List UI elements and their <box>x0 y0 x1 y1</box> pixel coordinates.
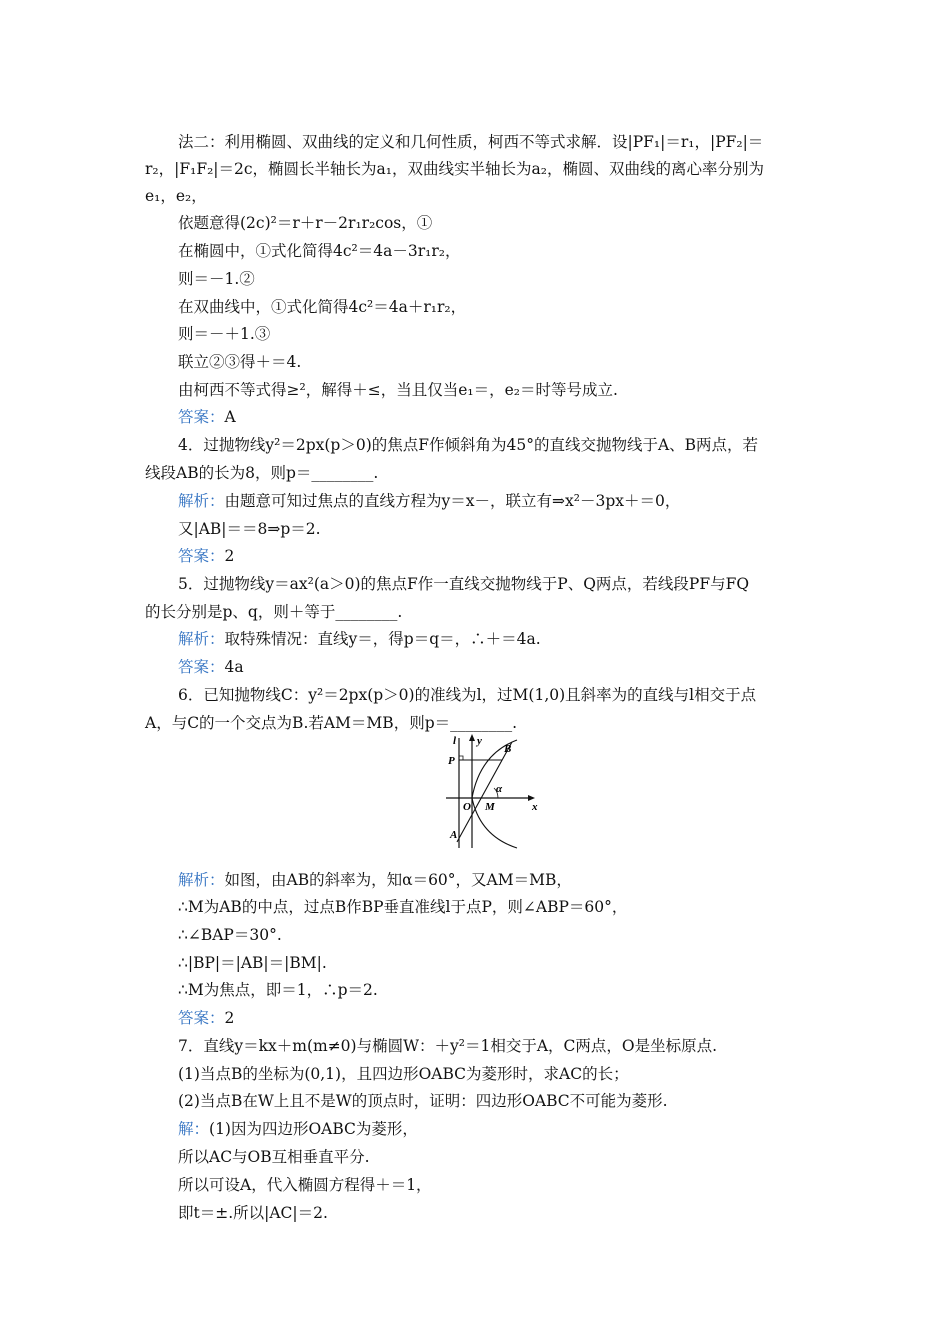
text-line <box>178 1090 668 1112</box>
line-text: A <box>224 408 236 426</box>
text-line <box>145 158 764 180</box>
answer-label: 解析： <box>178 871 225 889</box>
label-p: P <box>448 755 455 767</box>
label-y: y <box>477 735 482 747</box>
text-line <box>145 712 517 734</box>
text-line <box>178 869 572 891</box>
line-text: 取特殊情况：直线y＝，得p＝q＝，∴＋＝4a. <box>224 630 541 648</box>
text-line <box>178 131 763 153</box>
right-angle-mark <box>459 756 463 760</box>
text-line <box>178 1202 328 1224</box>
text-line <box>178 1063 629 1085</box>
text-line <box>178 406 236 428</box>
label-a: A <box>450 829 458 841</box>
answer-label: 答案： <box>178 1009 225 1027</box>
label-x: x <box>532 801 538 813</box>
text-line <box>178 924 282 946</box>
line-text: 4a <box>224 658 244 676</box>
line-text: 由题意可知过焦点的直线方程为y＝x－，联立有⇒x²－3px＋＝0， <box>224 492 681 510</box>
text-line <box>178 434 758 456</box>
text-line <box>145 462 378 484</box>
y-axis-arrow <box>469 734 475 741</box>
line-text: 联立②③得＋＝4. <box>178 353 302 371</box>
line-text: r₂，|F₁F₂|＝2c，椭圆长半轴长为a₁，双曲线实半轴长为a₂，椭圆、双曲线的离心率分别为 <box>145 160 764 178</box>
line-text: 依题意得(2c)²＝r＋r－2r₁r₂cos，① <box>178 214 433 232</box>
text-line <box>178 518 321 540</box>
text-line <box>178 1174 432 1196</box>
answer-label: 答案： <box>178 658 225 676</box>
label-m: M <box>485 801 495 813</box>
text-line <box>178 1118 418 1140</box>
line-text: (1)当点B的坐标为(0,1)，且四边形OABC为菱形时，求AC的长； <box>178 1065 629 1083</box>
line-text: 线段AB的长为8，则p＝________. <box>145 464 379 482</box>
line-text: 所以AC与OB互相垂直平分. <box>178 1148 370 1166</box>
text-line <box>145 185 207 207</box>
line-text: e₁，e₂， <box>145 187 207 205</box>
text-line <box>178 979 378 1001</box>
line-text: 则＝－＋1.③ <box>178 325 271 343</box>
text-line <box>145 601 402 623</box>
text-line <box>178 952 327 974</box>
text-line <box>178 351 301 373</box>
text-line <box>178 379 618 401</box>
line-text: 在椭圆中，①式化简得4c²＝4a－3r₁r₂， <box>178 242 461 260</box>
text-line <box>178 240 460 262</box>
line-text: 在双曲线中，①式化简得4c²＝4a＋r₁r₂， <box>178 298 467 316</box>
text-line <box>178 212 432 234</box>
text-line <box>178 296 466 318</box>
text-line <box>178 573 749 595</box>
label-b: B <box>504 743 512 755</box>
text-line <box>178 545 234 567</box>
line-text: 2 <box>224 547 235 565</box>
text-line <box>178 1035 717 1057</box>
line-text: 即t＝±.所以|AC|＝2. <box>178 1204 328 1222</box>
line-text: 法二：利用椭圆、双曲线的定义和几何性质，柯西不等式求解．设|PF₁|＝r₁，|PF₂|＝ <box>178 133 764 151</box>
parabola-curve <box>472 740 517 848</box>
line-text: ∴|BP|＝|AB|＝|BM|. <box>178 954 327 972</box>
answer-label: 答案： <box>178 547 225 565</box>
line-text: ∴∠BAP＝30°. <box>178 926 282 944</box>
text-line <box>178 656 244 678</box>
text-line <box>178 268 255 290</box>
label-alpha: α <box>496 783 503 795</box>
line-text: 7．直线y＝kx＋m(m≠0)与椭圆W：＋y²＝1相交于A，C两点，O是坐标原点. <box>178 1037 718 1055</box>
text-line <box>178 896 627 918</box>
line-text: 则＝－1.② <box>178 270 255 288</box>
line-text: 又|AB|＝＝8⇒p＝2. <box>178 520 321 538</box>
line-text: ∴M为AB的中点，过点B作BP垂直准线l于点P，则∠ABP＝60°， <box>178 898 628 916</box>
answer-label: 解析： <box>178 630 225 648</box>
text-line <box>178 628 541 650</box>
answer-label: 答案： <box>178 408 225 426</box>
line-text: 6．已知抛物线C：y²＝2px(p＞0)的准线为l，过M(1,0)且斜率为的直线与l相交于点 <box>178 686 757 704</box>
parabola-figure <box>442 732 542 850</box>
line-text: (1)因为四边形OABC为菱形， <box>209 1120 418 1138</box>
text-line <box>178 323 270 345</box>
line-text: (2)当点B在W上且不是W的顶点时，证明：四边形OABC不可能为菱形. <box>178 1092 668 1110</box>
text-line <box>178 1007 234 1029</box>
line-text: ∴M为焦点，即＝1，∴p＝2. <box>178 981 378 999</box>
answer-label: 解： <box>178 1120 210 1138</box>
label-l: l <box>453 735 457 747</box>
label-o: O <box>463 801 471 813</box>
answer-label: 解析： <box>178 492 225 510</box>
text-line <box>178 684 756 706</box>
text-line <box>178 1146 370 1168</box>
line-text: 如图，由AB的斜率为，知α＝60°，又AM＝MB， <box>224 871 572 889</box>
line-text: 的长分别是p、q，则＋等于________. <box>145 603 403 621</box>
line-text: 5．过抛物线y＝ax²(a＞0)的焦点F作一直线交抛物线于P、Q两点，若线段PF与FQ <box>178 575 750 593</box>
line-text: 由柯西不等式得≥²，解得＋≤，当且仅当e₁＝，e₂＝时等号成立. <box>178 381 618 399</box>
line-text: 2 <box>224 1009 235 1027</box>
line-text: 所以可设A，代入椭圆方程得＋＝1， <box>178 1176 432 1194</box>
text-line <box>178 490 680 512</box>
line-text: A，与C的一个交点为B.若AM＝MB，则p＝________. <box>145 714 518 732</box>
line-text: 4．过抛物线y²＝2px(p＞0)的焦点F作倾斜角为45°的直线交抛物线于A、B两点，若 <box>178 436 759 454</box>
